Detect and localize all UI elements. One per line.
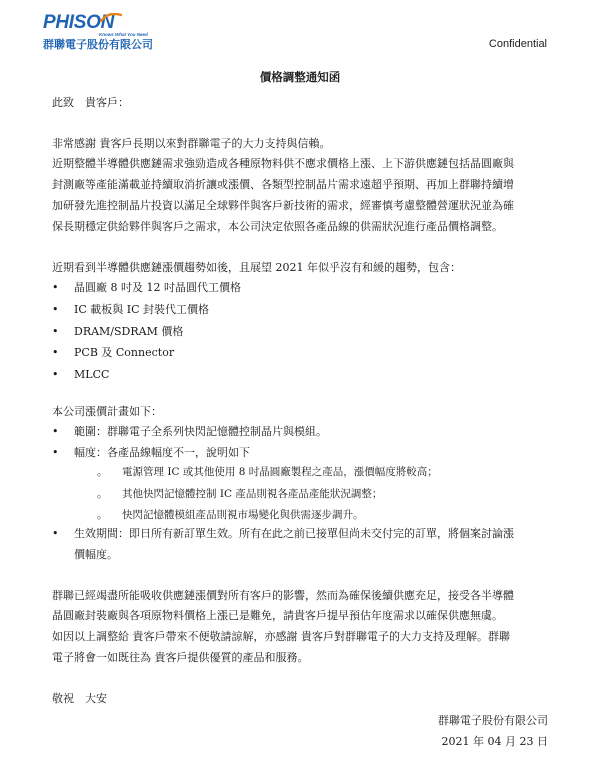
plan-lead: 本公司漲價計畫如下： [52,405,162,418]
sub-bullet-icon: 。 [97,466,108,478]
phison-logo [43,13,158,51]
range-sub-item-text: 其他快閃記憶體控制 IC 產品則視各產品產能狀況調整； [122,488,383,500]
sub-bullet-icon: 。 [97,509,108,521]
plan-effective-cont: 價幅度。 [74,548,118,561]
plan-effective-text: 生效期間：即日所有新訂單生效。所有在此之前已接單但尚未交付完的訂單，將個案討論漲 [74,527,514,540]
trend-item-text: MLCC [74,368,110,381]
closing-line-1: 群聯已經竭盡所能吸收供應鏈漲價對所有客戶的影響，然而為確保後續供應充足，接受各半導體 [52,589,514,602]
plan-scope-text: 範圍：群聯電子全系列快閃記憶體控制晶片與模組。 [74,425,327,438]
trend-lead: 近期看到半導體供應鏈漲價趨勢如後，且展望 2021 年似乎沒有和緩的趨勢，包含： [52,261,461,274]
bullet-icon: • [52,303,59,316]
bullet-icon: • [52,368,59,381]
trend-item-text: DRAM/SDRAM 價格 [74,325,184,338]
signature-date: 2021 年 04 月 23 日 [441,735,548,748]
intro-line-4: 加研發先進控制晶片投資以滿足全球夥伴與客戶新技術的需求，經審慎考慮整體營運狀況並為確 [52,199,514,212]
logo-swoosh-icon [100,13,122,23]
sub-bullet-icon: 。 [97,488,108,500]
bullet-icon: • [52,325,59,338]
intro-line-1: 非常感謝 貴客戶長期以來對群聯電子的大力支持與信賴。 [52,137,331,150]
intro-line-3: 封測廠等產能滿載並持續取消折讓或漲價、各類型控制晶片需求遠超乎預期、再加上群聯持續增 [52,178,514,191]
signature-company: 群聯電子股份有限公司 [438,714,548,727]
range-sub-item-text: 電源管理 IC 或其他使用 8 吋晶圓廠製程之產品，漲價幅度將較高； [122,466,438,478]
intro-line-5: 保長期穩定供給夥伴與客戶之需求，本公司決定依照各產品線的供需狀況進行產品價格調整。 [52,220,503,233]
bullet-icon: • [52,446,59,459]
company-name-header: 群聯電子股份有限公司 [43,38,153,51]
closing-line-4: 電子將會一如既往為 貴客戶提供優質的產品和服務。 [52,651,309,664]
bullet-icon: • [52,346,59,359]
closing-line-2: 晶圓廠封裝廠與各項原物料價格上漲已是難免，請貴客戶提早預估年度需求以確保供應無虞。 [52,609,503,622]
closing-line-3: 如因以上調整給 貴客戶帶來不便敬請諒解，亦感謝 貴客戶對群聯電子的大力支持及理解。群聯 [52,630,510,643]
regards: 敬祝 大安 [52,692,107,705]
salutation: 此致 貴客戶： [52,96,129,109]
trend-item-text: PCB 及 Connector [74,346,175,359]
trend-item-text: IC 載板與 IC 封裝代工價格 [74,303,210,316]
intro-line-2: 近期整體半導體供應鏈需求強勁造成各種原物料供不應求價格上漲、上下游供應鏈包括晶圓廠與 [52,157,514,170]
bullet-icon: • [52,527,59,540]
plan-range-text: 幅度：各產品線幅度不一，說明如下 [74,446,250,459]
logo-tagline: Knows What You Need [99,32,148,37]
logo-wordmark: PHISON [43,12,115,33]
trend-item-text: 晶圓廠 8 吋及 12 吋晶圓代工價格 [74,281,241,294]
bullet-icon: • [52,281,59,294]
confidential-label: Confidential [488,38,547,50]
range-sub-item-text: 快閃記憶體模組產品則視市場變化與供需逐步調升。 [122,509,364,521]
page-title: 價格調整通知函 [259,70,341,84]
bullet-icon: • [52,425,59,438]
